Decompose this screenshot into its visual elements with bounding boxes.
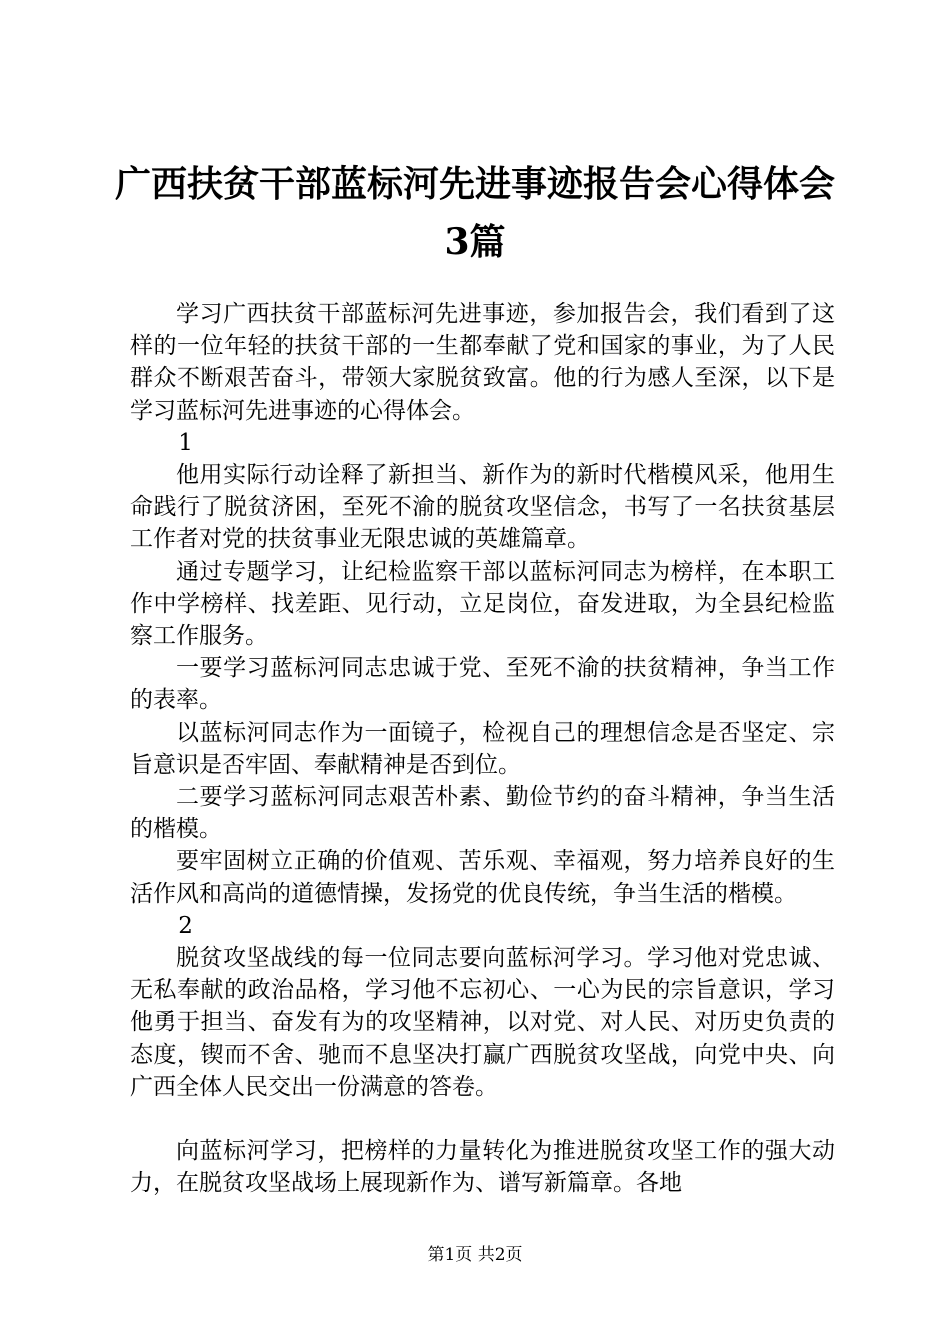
section-number-1: 1: [178, 429, 193, 456]
body-paragraph: 二要学习蓝标河同志艰苦朴素、勤俭节约的奋斗精神，争当生活的楷模。: [130, 784, 835, 843]
document-title-line-2: 3篇: [444, 221, 506, 263]
body-paragraph: 通过专题学习，让纪检监察干部以蓝标河同志为榜样，在本职工作中学榜样、找差距、见行动，立足岗位，奋发进取，为全县纪检监察工作服务。: [130, 558, 835, 650]
paragraph-gap: [130, 1103, 835, 1135]
body-paragraph: 一要学习蓝标河同志忠诚于党、至死不渝的扶贫精神，争当工作的表率。: [130, 655, 835, 714]
intro-paragraph: 学习广西扶贫干部蓝标河先进事迹，参加报告会，我们看到了这样的一位年轻的扶贫干部的一生都奉献了党和国家的事业，为了人民群众不断艰苦奋斗，带领大家脱贫致富。他的行为感人至深，以下是学习蓝标河先进事迹的心得体会。: [130, 301, 835, 424]
document-title-line-1: 广西扶贫干部蓝标河先进事迹报告会心得体会: [114, 163, 835, 205]
document-body: [130, 298, 835, 1199]
section-number-2: 2: [178, 912, 193, 939]
body-paragraph: 脱贫攻坚战线的每一位同志要向蓝标河学习。学习他对党忠诚、无私奉献的政治品格，学习他不忘初心、一心为民的宗旨意识，学习他勇于担当、奋发有为的攻坚精神，以对党、对人民、对历史负责的态度，锲而不舍、驰而不息坚决打赢广西脱贫攻坚战，向党中央、向广西全体人民交出一份满意的答卷。: [130, 945, 835, 1100]
body-paragraph: 要牢固树立正确的价值观、苦乐观、幸福观，努力培养良好的生活作风和高尚的道德情操，发扬党的优良传统，争当生活的楷模。: [130, 848, 835, 907]
body-paragraph: 以蓝标河同志作为一面镜子，检视自己的理想信念是否坚定、宗旨意识是否牢固、奉献精神是否到位。: [130, 719, 835, 778]
body-paragraph: 他用实际行动诠释了新担当、新作为的新时代楷模风采，他用生命践行了脱贫济困，至死不渝的脱贫攻坚信念，书写了一名扶贫基层工作者对党的扶贫事业无限忠诚的英雄篇章。: [130, 462, 835, 553]
page-footer: 第1页 共2页: [427, 1245, 523, 1265]
body-paragraph: 向蓝标河学习，把榜样的力量转化为推进脱贫攻坚工作的强大动力，在脱贫攻坚战场上展现新作为、谱写新篇章。各地: [130, 1138, 835, 1197]
